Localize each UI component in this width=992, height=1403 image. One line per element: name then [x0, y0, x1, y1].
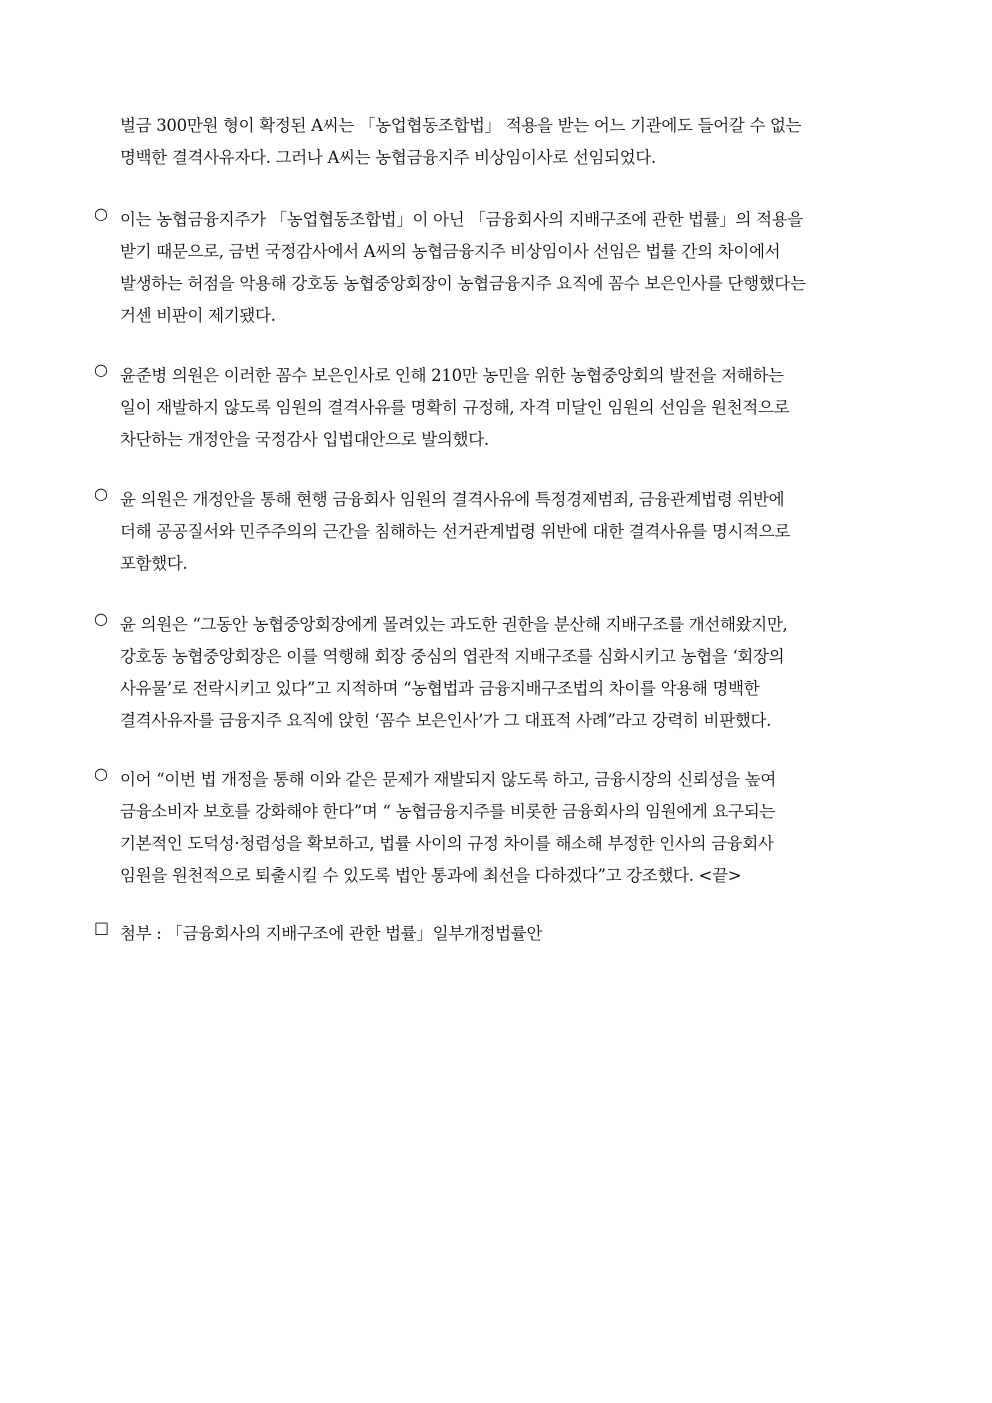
attachment-text: 첨부 : 「금융회사의 지배구조에 관한 법률」일부개정법률안: [120, 924, 543, 943]
paragraph-line: 이는 농협금융지주가 「농업협동조합법」이 아닌 「금융회사의 지배구조에 관한 법률」의 적용을: [120, 210, 804, 229]
paragraph-bullet: [94, 609, 904, 737]
paragraph-intro: [94, 110, 904, 174]
paragraph-line: 결격사유자를 금융지주 요직에 앉힌 ‘꼼수 보은인사’가 그 대표적 사례”라고 강력히 비판했다.: [120, 711, 772, 730]
paragraph-line: 받기 때문으로, 금번 국정감사에서 A씨의 농협금융지주 비상임이사 선임은 법률 간의 차이에서: [120, 242, 781, 261]
paragraph-line: 윤 의원은 개정안을 통해 현행 금융회사 임원의 결격사유에 특정경제범죄, 금융관계법령 위반에: [120, 490, 785, 509]
paragraph-line: 윤 의원은 “그동안 농협중앙회장에게 몰려있는 과도한 권한을 분산해 지배구조를 개선해왔지만,: [120, 615, 788, 634]
paragraph-line: 더해 공공질서와 민주주의의 근간을 침해하는 선거관계법령 위반에 대한 결격사유를 명시적으로: [120, 522, 791, 541]
circle-bullet-icon: ○: [94, 609, 108, 628]
paragraph-line: 사유물’로 전락시키고 있다”고 지적하며 “농협법과 금융지배구조법의 차이를 악용해 명백한: [120, 679, 760, 698]
paragraph-line: 거센 비판이 제기됐다.: [120, 306, 276, 325]
attachment-note: [94, 918, 904, 950]
paragraph-bullet: [94, 204, 904, 332]
paragraph-line: 이어 “이번 법 개정을 통해 이와 같은 문제가 재발되지 않도록 하고, 금융시장의 신뢰성을 높여: [120, 770, 777, 789]
circle-bullet-icon: ○: [94, 484, 108, 503]
paragraph-line: 일이 재발하지 않도록 임원의 결격사유를 명확히 규정해, 자격 미달인 임원의 선임을 원천적으로: [120, 398, 790, 417]
circle-bullet-icon: ○: [94, 764, 108, 783]
paragraph-bullet: [94, 484, 904, 580]
paragraph-line: 금융소비자 보호를 강화해야 한다”며 “ 농협금융지주를 비롯한 금융회사의 임원에게 요구되는: [120, 802, 776, 821]
paragraph-line: 윤준병 의원은 이러한 꼼수 보은인사로 인해 210만 농민을 위한 농협중앙회의 발전을 저해하는: [120, 366, 784, 385]
square-bullet-icon: □: [94, 918, 110, 937]
paragraph-line: 강호동 농협중앙회장은 이를 역행해 회장 중심의 엽관적 지배구조를 심화시키고 농협을 ‘회장의: [120, 647, 785, 666]
paragraph-line: 벌금 300만원 형이 확정된 A씨는 「농업협동조합법」 적용을 받는 어느 기관에도 들어갈 수 없는: [120, 116, 802, 135]
paragraph-line: 명백한 결격사유자다. 그러나 A씨는 농협금융지주 비상임이사로 선임되었다.: [120, 148, 656, 167]
circle-bullet-icon: ○: [94, 360, 108, 379]
paragraph-line: 기본적인 도덕성·청렴성을 확보하고, 법률 사이의 규정 차이를 해소해 부정한 인사의 금융회사: [120, 834, 774, 853]
paragraph-line: 포함했다.: [120, 554, 188, 573]
paragraph-line: 발생하는 허점을 악용해 강호동 농협중앙회장이 농협금융지주 요직에 꼼수 보은인사를 단행했다는: [120, 274, 806, 293]
paragraph-line: 임원을 원천적으로 퇴출시킬 수 있도록 법안 통과에 최선을 다하겠다”고 강조했다. <끝>: [120, 866, 742, 885]
paragraph-bullet: [94, 764, 904, 892]
paragraph-bullet: [94, 360, 904, 456]
paragraph-line: 차단하는 개정안을 국정감사 입법대안으로 발의했다.: [120, 430, 489, 449]
circle-bullet-icon: ○: [94, 204, 108, 223]
